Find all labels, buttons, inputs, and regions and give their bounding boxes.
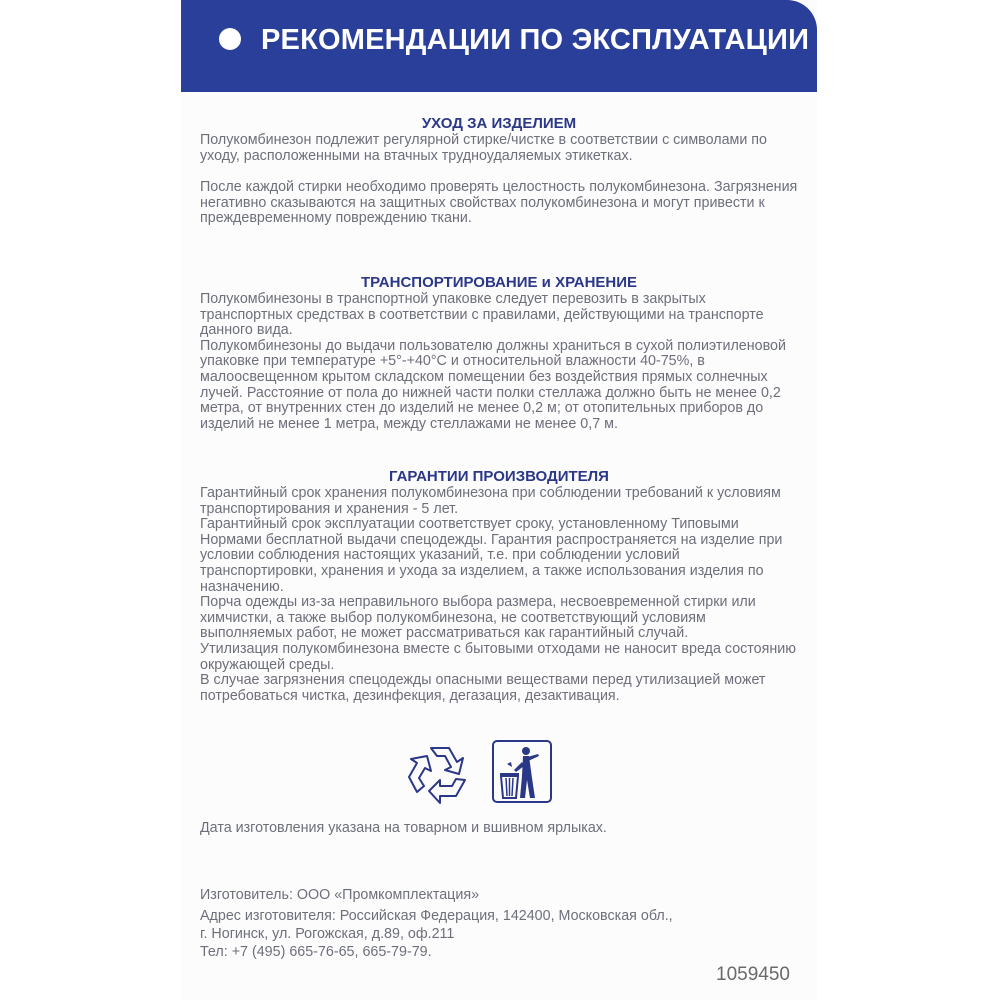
manufacture-date-note: Дата изготовления указана на товарном и вшивном ярлыках. (200, 820, 607, 836)
paragraph: Полукомбинезон подлежит регулярной стирке/чистке в соответствии с символами по уходу, расположенными на втачных трудноудаляемых этикетках. (200, 132, 767, 164)
paragraph: После каждой стирки необходимо проверять целостность полукомбинезона. Загрязнения негативно сказываются на защитных свойствах полукомбинезона и могут привести к преждевременному повреждению ткани. (200, 179, 798, 227)
paragraph: Полукомбинезоны в транспортной упаковке следует перевозить в закрытых транспортных средствах в соответствии с правилами, действующими на транспорте данного вида. (200, 291, 764, 339)
bullet-circle-icon (219, 28, 241, 50)
trash-bin-icon (492, 740, 552, 803)
paragraph: В случае загрязнения спецодежды опасными веществами перед утилизацией может потребоваться чистка, дезинфекция, дегазация, дезактивация. (200, 672, 766, 704)
paragraph: Утилизация полукомбинезона вместе с бытовыми отходами не наносит вреда состоянию окружающей среды. (200, 640, 796, 673)
section-title-warranty: ГАРАНТИИ ПРОИЗВОДИТЕЛЯ (389, 468, 609, 485)
paragraph: Полукомбинезоны до выдачи пользователю должны храниться в сухой полиэтиленовой упаковке при температуре +5°-+40°С и относительной влажности 40-75%, в малоосвещенном крытом складском помещении без воздействия прямых солнечных лучей. Расстояние от пола до нижней части полки стеллажа должно быть не менее 0,2 метра, от внутренних стен до изделий не менее 0,2 м; от отопительных приборов до изделий не менее 1 метра, между стеллажами не менее 0,7 м. (200, 337, 786, 432)
header-title: РЕКОМЕНДАЦИИ ПО ЭКСПЛУАТАЦИИ (261, 24, 810, 56)
product-code: 1059450 (716, 964, 790, 985)
paragraph: Гарантийный срок эксплуатации соответствует сроку, установленному Типовыми Нормами бесплатной выдачи спецодежды. Гарантия распространяется на изделие при условии соблюдения настоящих указаний, т.е. при соблюдении условий транспортировки, хранения и ухода за изделием, а также использования изделия по назначению. (200, 516, 783, 595)
manufacturer-phone: Тел: +7 (495) 665-76-65, 665-79-79. (200, 944, 432, 960)
section-care-text (200, 133, 800, 227)
manufacturer-address-line1: Адрес изготовителя: Российская Федерация, 142400, Московская обл., (200, 908, 673, 924)
section-warranty-text (200, 486, 800, 704)
manufacturer-address-line2: г. Ногинск, ул. Рогожская, д.89, оф.211 (200, 926, 455, 942)
section-title-care: УХОД ЗА ИЗДЕЛИЕМ (421, 115, 577, 132)
manufacturer-name: Изготовитель: ООО «Промкомплектация» (200, 887, 480, 903)
section-transport-text (200, 292, 800, 432)
paragraph: Порча одежды из-за неправильного выбора размера, несвоевременной стирки или химчистки, а также выбор полукомбинезона, не соответствующий условиям выполняемых работ, не может рассматриваться как гарантийный случай. (200, 594, 756, 642)
section-title-transport: ТРАНСПОРТИРОВАНИЕ и ХРАНЕНИЕ (360, 274, 638, 291)
recycle-icon (407, 740, 473, 806)
paragraph: Гарантийный срок хранения полукомбинезона при соблюдении требований к условиям транспортирования и хранения - 5 лет. (200, 485, 781, 517)
